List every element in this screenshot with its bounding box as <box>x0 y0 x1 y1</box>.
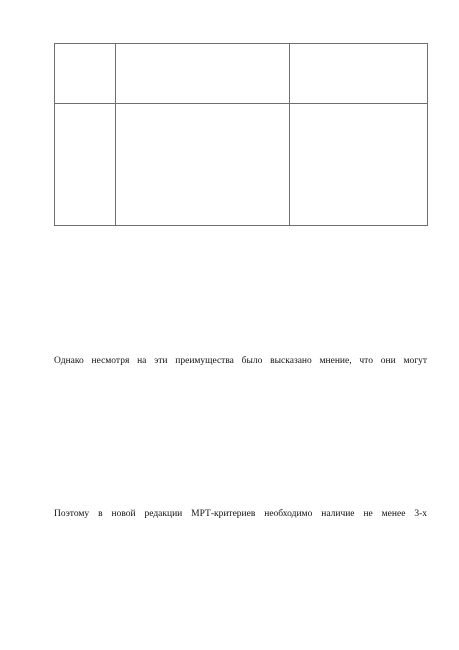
table-row <box>55 44 428 104</box>
paragraph-line: Однако несмотря на эти преимущества было высказано мнение, что они могут <box>54 356 427 366</box>
table-row <box>55 104 428 226</box>
table-cell <box>290 104 428 226</box>
table-cell <box>55 44 116 104</box>
paragraph-line: Поэтому в новой редакции МРТ-критериев необходимо наличие не менее 3-х <box>54 509 427 519</box>
table-cell <box>116 44 290 104</box>
empty-table <box>54 43 428 226</box>
table-cell <box>116 104 290 226</box>
table-cell <box>55 104 116 226</box>
table-cell <box>290 44 428 104</box>
